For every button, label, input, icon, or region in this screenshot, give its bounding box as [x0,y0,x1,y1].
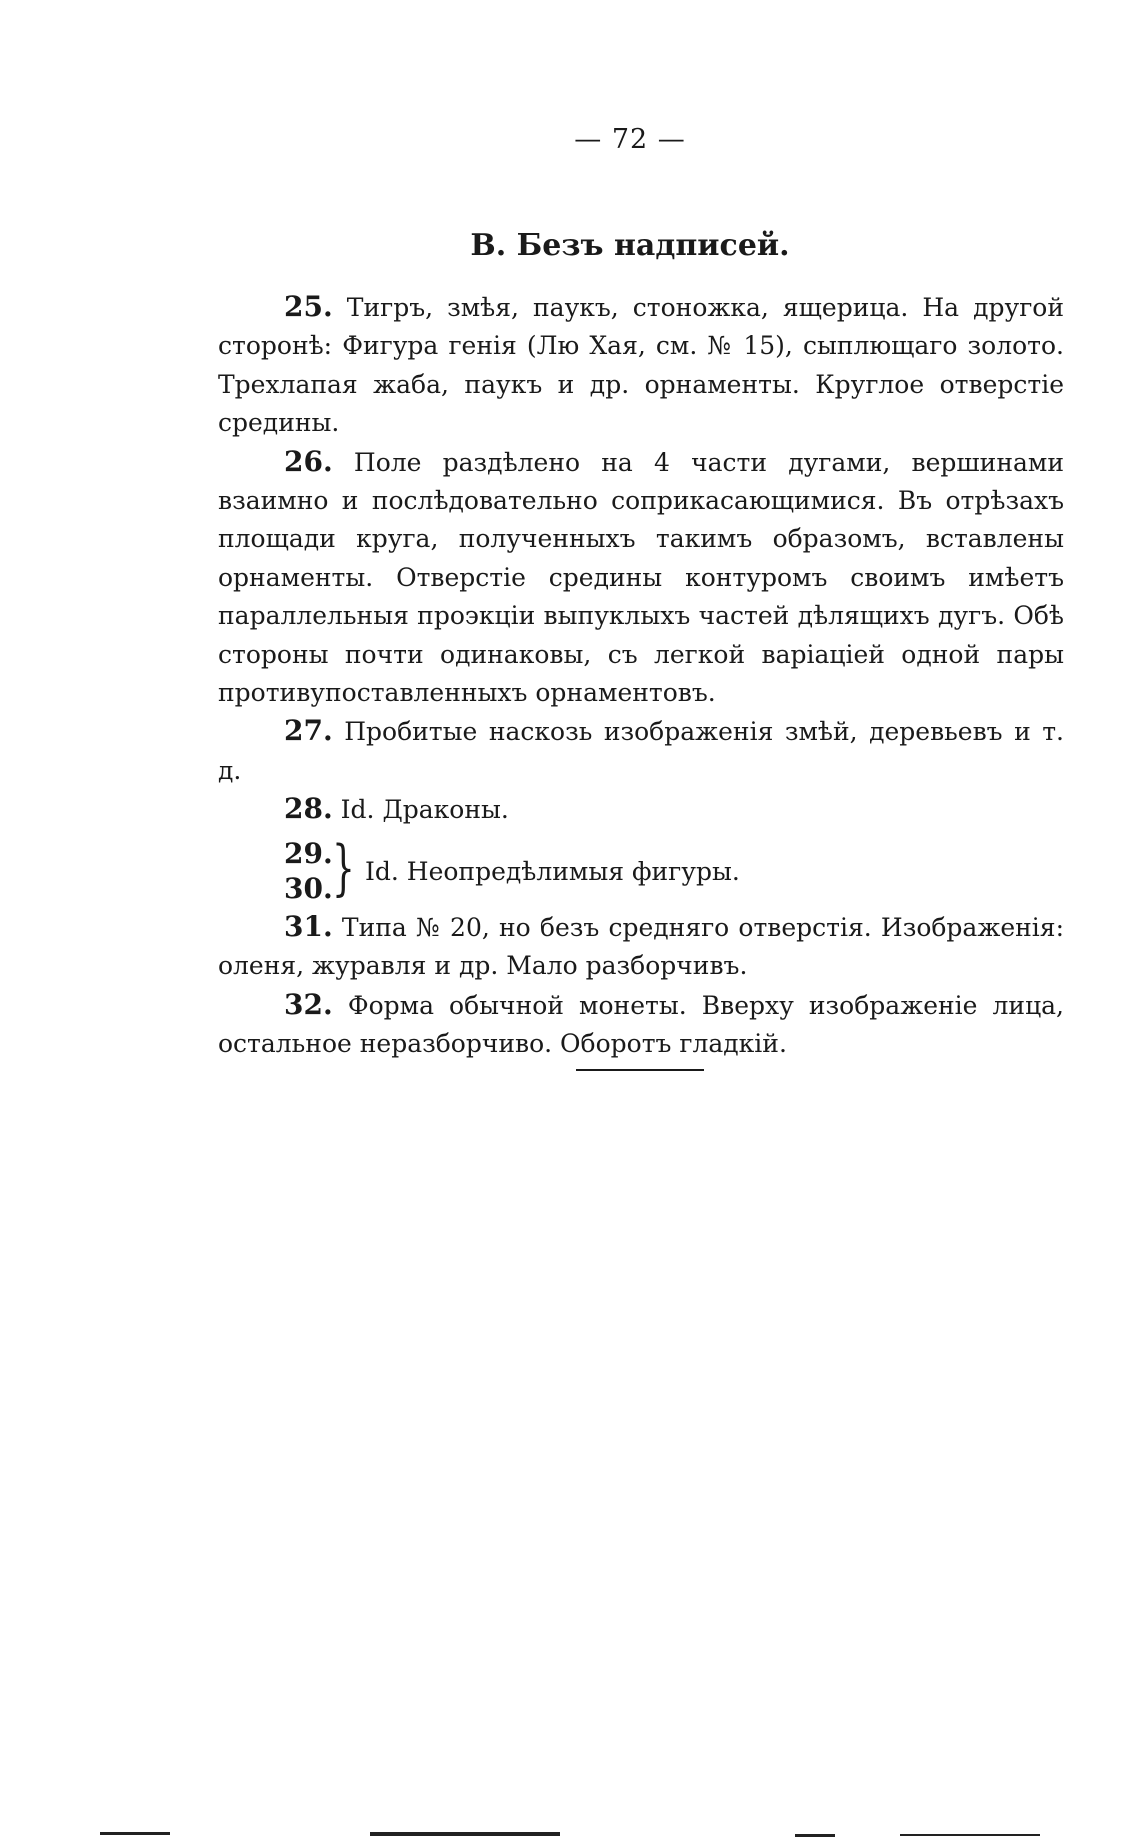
entry-number: 26. [284,444,333,478]
catalog-entry [218,986,1064,1064]
entry-number: 28. [284,792,333,826]
entry-number: 31. [284,909,333,943]
entry-text: Поле раздѣлено на 4 части дугами, вершинами взаимно и послѣдовательно соприкасающимися. Въ отрѣзахъ площади круга, полученныхъ такимъ образомъ, вставлены орнаменты. Отверстіе средины контуромъ своимъ имѣетъ параллельныя проэкціи выпуклыхъ частей дѣлящихъ дугъ. Обѣ стороны почти одинаковы, съ легкой варіаціей одной пары противупоставленныхъ орнаментовъ. [218,447,1064,708]
entry-text: Пробитые наскозь изображенія змѣй, деревьевъ и т. д. [218,717,1065,785]
entry-text: Id. Драконы. [340,795,509,825]
entry-text: Id. Неопредѣлимыя фигуры. [365,856,740,886]
scan-edge-mark [100,1832,170,1835]
scan-edge-mark [370,1832,560,1836]
section-heading: В. Безъ надписей. [470,228,790,263]
entry-number: 29. [284,836,333,870]
entry-number: 32. [284,987,333,1021]
catalog-entry [218,712,1064,790]
grouped-catalog-entry [218,832,1064,906]
entry-text: Форма обычной монеты. Вверху изображеніе лица, остальное неразборчиво. Оборотъ гладкій. [218,990,1064,1058]
catalog-entry [218,790,1064,829]
catalog-entry [218,288,1064,443]
entry-number: 25. [284,290,333,323]
entry-text: Тигръ, змѣя, паукъ, стоножка, ящерица. На другой сторонѣ: Фигура генія (Лю Хая, см. № 15), сыплющаго золото. Трехлапая жаба, паукъ и др. орнаменты. Круглое отверстіе средины. [218,293,1065,438]
page-number: — 72 — [574,124,686,155]
catalog-entry [218,908,1064,986]
catalog-entries [218,288,1064,1063]
entry-text: Типа № 20, но безъ средняго отверстія. Изображенія: оленя, журавля и др. Мало разборчивъ. [218,912,1064,981]
grouped-entry-numbers [284,836,333,906]
curly-brace: } [332,832,355,903]
scan-edge-mark [900,1834,1040,1836]
catalog-entry [218,443,1064,713]
entry-number: 30. [284,871,333,905]
scan-edge-mark [795,1834,835,1837]
entry-number: 27. [284,714,333,748]
closing-rule [576,1069,704,1071]
